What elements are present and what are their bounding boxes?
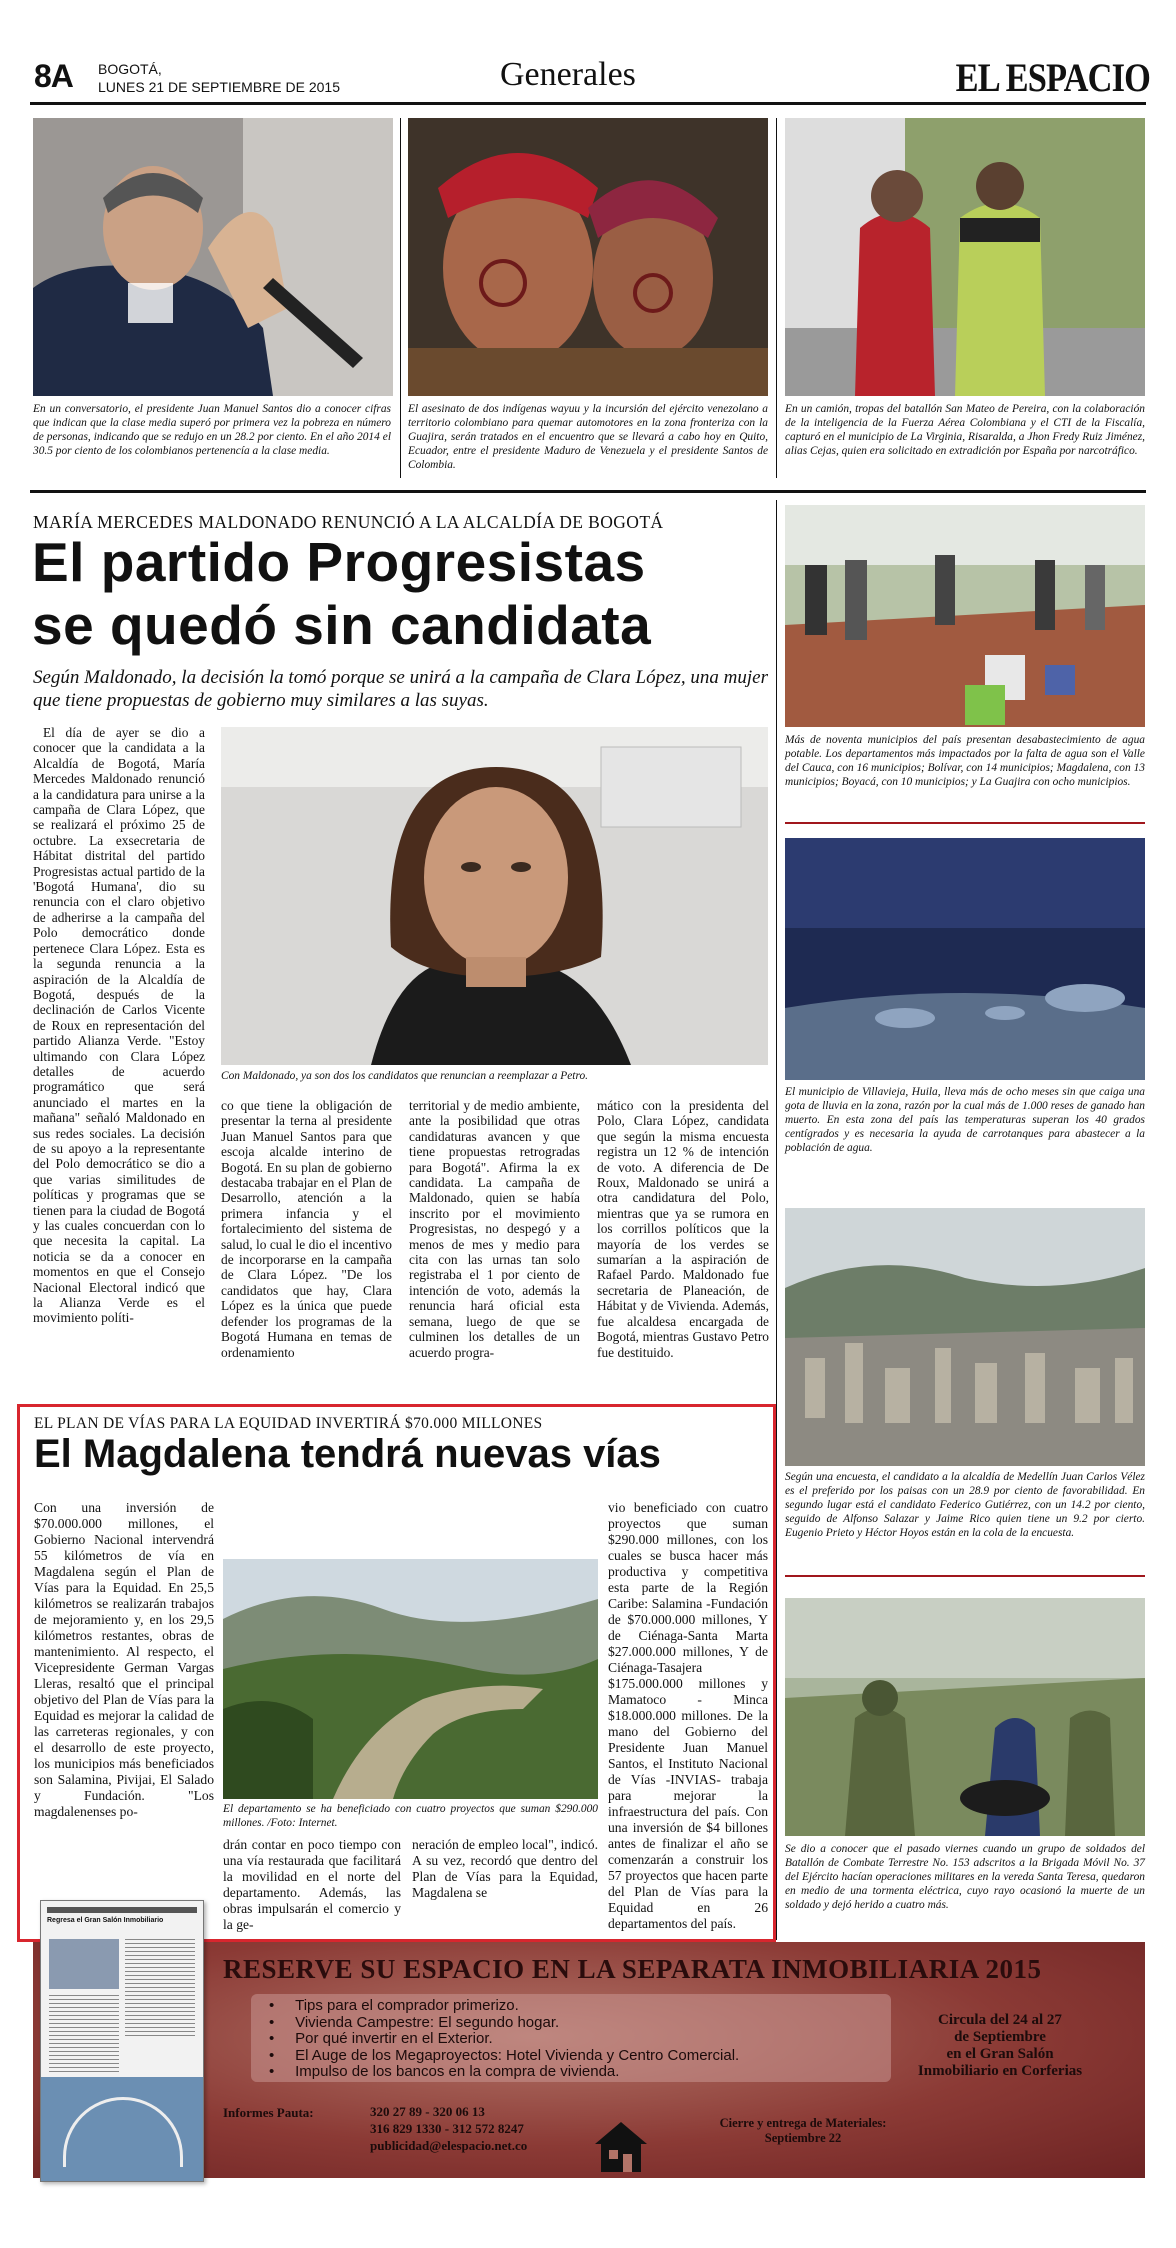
ad-bullets	[269, 1998, 889, 2081]
photo-wayuu	[408, 118, 768, 396]
box-col-2	[223, 1837, 401, 1937]
header-rule	[30, 102, 1146, 105]
caption-santos: En un conversatorio, el presidente Juan Manuel Santos dio a conocer cifras que indican que la clase media superó por primera vez la pobreza en número de personas, indicando que se redujo en un 28.2 por ciento. En el año 2014 el 30.5 por ciento de los colombianos pertenencía a la clase media.	[33, 403, 391, 457]
ad-title: RESERVE SU ESPACIO EN LA SEPARATA INMOBILIARIA 2015	[223, 1954, 1042, 1984]
box-kicker: EL PLAN DE VÍAS PARA LA EQUIDAD INVERTIRÁ $70.000 MILLONES	[34, 1415, 543, 1432]
ad-bullet: • Impulso de los bancos en la compra de vivienda.	[269, 2063, 620, 2080]
ad-bullet: • Vivienda Campestre: El segundo hogar.	[269, 2013, 560, 2031]
main-col-1-text: El día de ayer se dio a conocer que la candidata a la Alcaldía de Bogotá, María Mercedes Maldonado renunció a la candidatura para unirse a la campaña de Clara López, que se realizará el próximo 25 de octubre. La exsecretaria de Hábitat distrital del partido Progresistas actual partido de la 'Bogotá Humana', dio su renuncia con el claro objetivo de adherirse a la campaña del Polo democrático donde pertenece Clara López. Esta es la segunda renuncia a la aspiración de la Alcaldía de Bogotá, después de la declinación de Carlos Vicente de Roux en representación del partido Alianza Verde. "Estoy ultimando con Clara López detalles de acuerdo programático que será anunciado el martes en la mañana" señaló Maldonado en sus redes sociales. La decisión de su apoyo a la representante del Polo democrático se dio a que varias similitudes de políticas y programas que se tienen para la ciudad de Bogotá y las cuales concuerdan con lo que necesita la capital. La noticia se da a conocer en momentos en que el Consejo Nacional Electoral indicó que la Alianza Verde es el movimiento políti-	[33, 725, 205, 1326]
top-section-rule	[30, 490, 1146, 493]
ad-informes-label: Informes Pauta:	[223, 2105, 314, 2120]
box-col-1-text: Con una inversión de $70.000.000 millones, el Gobierno Nacional intervendrá 55 kilómetros de vía en Magdalena según el Plan de Vías para la Equidad. En 25,5 kilómetros se realizarán trabajos de mejoramiento y, en los 29,5 kilómetros restantes, obras de mantenimiento. Al respecto, el Vicepresidente German Vargas Lleras, resaltó que el principal objetivo del Plan de Vías para la Equidad es mejorar la calidad de las carreteras regionales, y con el desarrollo de este proyecto, los municipios más beneficiados son Salamina, Pivijai, El Salado y Fundación. "Los magdalenenses po-	[34, 1500, 214, 1819]
ad-phone-2: 316 829 1330 - 312 572 8247	[370, 2121, 524, 2136]
photo-magdalena-river	[223, 1559, 598, 1799]
ad-circula-line3: en el Gran Salón	[946, 2046, 1054, 2062]
masthead-logo: EL ESPACIO	[955, 55, 1150, 100]
page-header	[30, 52, 1150, 104]
main-deck: Según Maldonado, la decisión la tomó porque se unirá a la campaña de Clara López, una mujer que tiene propuestas de gobierno muy similares a las suyas.	[33, 667, 768, 711]
section-name: Generales	[500, 56, 636, 93]
caption-captura: En un camión, tropas del batallón San Mateo de Pereira, con la colaboración de la inteligencia de la Fuerza Aérea Colombiana y el CTI de la Fiscalía, capturó en el municipio de La Virginia, Risaralda, a Jhon Fredy Ruiz Jiménez, alias Cejas, quien era solicitado en extradición por España por narcotráfico.	[785, 403, 1145, 457]
ad-thumbnail-text	[125, 1939, 195, 2039]
box-headline: El Magdalena tendrá nuevas vías	[34, 1432, 661, 1476]
photo-medellin	[785, 1208, 1145, 1466]
ad-circula	[895, 2012, 1105, 2080]
ad-email[interactable]: publicidad@elespacio.net.co	[370, 2138, 528, 2153]
photo-agua	[785, 505, 1145, 727]
page-number: 8A	[34, 58, 73, 94]
ad-thumbnail-header	[47, 1907, 197, 1913]
caption-wayuu: El asesinato de dos indígenas wayuu y la incursión del ejército venezolano a territorio colombiano para quemar automotores en la zona fronteriza con la Guajira, serán tratados en el encuentro que se llevará a cabo hoy en Quito, Ecuador, entre el presidente Maduro de Venezuela y el presidente Santos de Colombia.	[408, 403, 768, 471]
box-col-3	[412, 1837, 598, 1937]
ad-circula-line4: Inmobiliario en Corferias	[917, 2063, 1083, 2079]
photo-santos	[33, 118, 393, 396]
main-col-2-text: co que tiene la obligación de presentar la terna al presidente Juan Manuel Santos para que escoja alcalde interino de Bogotá. En su plan de gobierno destacaba trabajar en el Plan de Desarrollo, atención a la primera infancia y el fortalecimiento del sistema de salud, lo cual le dio el incentivo de incorporarse en la campaña de Clara López. "De los candidatos que hay, Clara López es la única que puede defender los programas de la Bogotá Humana en temas de ordenamiento	[221, 1098, 392, 1360]
ad-phone-1: 320 27 89 - 320 06 13	[370, 2104, 485, 2119]
box-col-2-text: drán contar en poco tiempo con una vía restaurada que facilitará la movilidad en el norte del departamento. Además, las obras impulsarán el comercio y la ge-	[223, 1837, 401, 1932]
caption-lluvia: El municipio de Villavieja, Huila, lleva más de ocho meses sin que caiga una gota de lluvia en la zona, razón por la cual más de 1.000 reses de ganado han muerto. En esta zona del país las temperaturas superan los 40 grados centígrados y es necesaria la ayuda de carrotanques para abastecer a la población de agua.	[785, 1086, 1145, 1154]
main-col-3-text: territorial y de medio ambiente, ante la posibilidad que otras candidaturas avancen y que tiene propuestas retrogradas para Bogotá". Afirma la ex candidata. La campaña de Maldonado, quien se había inscrito por el movimiento Progresistas, no despegó y a menos de mes y medio para cita con las urnas tan solo registraba el 1 por ciento de intención de voto, además la renuncia hará oficial esta semana, luego de que se culminen los detalles de un acuerdo progra-	[409, 1098, 580, 1360]
ad-thumbnail-photo	[49, 1939, 119, 1989]
main-col-3	[409, 1098, 580, 1398]
page-date: LUNES 21 DE SEPTIEMBRE DE 2015	[98, 79, 340, 95]
ad-thumbnail	[40, 1900, 204, 2182]
box-col-4	[608, 1500, 768, 1935]
box-col-1	[34, 1500, 214, 1930]
caption-maldonado: Con Maldonado, ya son dos los candidatos que renuncian a reemplazar a Petro.	[221, 1070, 589, 1082]
ad-circula-line1: Circula del 24 al 27	[938, 2012, 1062, 2028]
caption-medellin: Según una encuesta, el candidato a la alcaldía de Medellín Juan Carlos Vélez es el preferido por los paisas con un 28.9 por ciento de favorabilidad. En segundo lugar está el candidato Federico Gutiérrez, con un 14.2 por ciento, seguido de Alfonso Salazar y Jaime Rico quien tiene un 9.2 por cierto. Eugenio Prieto y Héctor Hoyos están en la cola de la encuesta.	[785, 1471, 1145, 1539]
ad-cierre-line2: Septiembre 22	[764, 2131, 842, 2145]
photo-captura	[785, 118, 1145, 396]
vertical-rule-right	[776, 500, 777, 1940]
ad-thumbnail-text-2	[49, 1995, 119, 2075]
ad-cierre-line1: Cierre y entrega de Materiales:	[719, 2116, 887, 2130]
main-kicker: MARÍA MERCEDES MALDONADO RENUNCIÓ A LA ALCALDÍA DE BOGOTÁ	[33, 512, 664, 532]
page-city: BOGOTÁ,	[98, 61, 162, 77]
main-headline-line1: El partido Progresistas	[32, 531, 646, 593]
main-col-1	[33, 725, 205, 1397]
vertical-rule-top-2	[776, 118, 777, 478]
ad-circula-line2: de Septiembre	[954, 2029, 1046, 2045]
main-col-4	[597, 1098, 769, 1398]
right-red-rule-2	[785, 1575, 1145, 1577]
magdalena-box	[17, 1404, 776, 1942]
main-col-2	[221, 1098, 392, 1398]
caption-agua: Más de noventa municipios del país presentan desabastecimiento de agua potable. Los departamentos más impactados por la falta de agua son el Valle del Cauca, con 16 municipios; Bolívar, con 14 municipios; Magdalena, con 13 municipios; Boyacá, con 10 municipios; y La Guajira con ocho municipios.	[785, 734, 1145, 788]
house-icon	[593, 2120, 649, 2172]
ad-bullet: • Tips para el comprador primerizo.	[269, 1997, 519, 2014]
vertical-rule-top-1	[400, 118, 401, 478]
ad-bullet: • El Auge de los Megaproyectos: Hotel Vivienda y Centro Comercial.	[269, 2046, 740, 2064]
main-headline-line2: se quedó sin candidata	[32, 594, 652, 656]
right-red-rule-1	[785, 822, 1145, 824]
ad-bullet: • Por qué invertir en el Exterior.	[269, 2030, 493, 2047]
box-col-3-text: neración de empleo local", indicó. A su vez, recordó que dentro del Plan de Vías para la Equidad, Magdalena se	[412, 1837, 598, 1900]
photo-soldados	[785, 1598, 1145, 1836]
main-col-4-text: mático con la presidenta del Polo, Clara López, candidata que según la misma encuesta registra un 12 % de intención de voto. A diferencia de De Roux, Maldonado se unirá a otra candidatura del Polo, mientras que ya se rumora en los corrillos políticos que la mayoría de los verdes se sumarían a la aspiración de Rafael Pardo. Maldonado fue secretaria de Planeación, de Hábitat y de Vivienda. Además, fue alcaldesa encargada de Bogotá, mientras Gustavo Petro fue destituido.	[597, 1098, 769, 1360]
caption-magdalena: El departamento se ha beneficiado con cuatro proyectos que suman $290.000 millones. /Foto: Internet.	[223, 1803, 598, 1829]
photo-lluvia	[785, 838, 1145, 1080]
box-col-4-text: vio beneficiado con cuatro proyectos que suman $290.000 millones, con los cuales se busca hacer más productiva y competitiva esta parte de la Región Caribe: Salamina -Fundación de $70.000.000 millones, Y de Ciénaga-Santa Marta $27.000.000 millones, Y de Ciénaga-Tasajera $175.000.000 millones y Mamatoco - Minca $18.000.000 millones. De la mano del Gobierno del Presidente Juan Manuel Santos, el Instituto Nacional de Vías -INVIAS- trabaja para mejorar la infraestructura del país. Con una inversión de $4 billones antes de finalizar el año se comenzarán a construir los 57 proyectos que hacen parte del Plan de Vías para la Equidad en 26 departamentos del país.	[608, 1500, 768, 1931]
photo-maldonado	[221, 727, 768, 1065]
ad-cierre	[693, 2116, 913, 2146]
ad-thumbnail-title: Regresa el Gran Salón Inmobiliario	[47, 1917, 164, 1924]
caption-soldados: Se dio a conocer que el pasado viernes cuando un grupo de soldados del Batallón de Combate Terrestre No. 153 adscritos a la Brigada Móvil No. 37 del Ejército hacían operaciones militares en la vereda Santa Teresa, quedaron en medio de una tormenta eléctrica, cuyo rayo ocasionó la muerte de un soldado y dejó herido a cuatro más.	[785, 1843, 1145, 1911]
